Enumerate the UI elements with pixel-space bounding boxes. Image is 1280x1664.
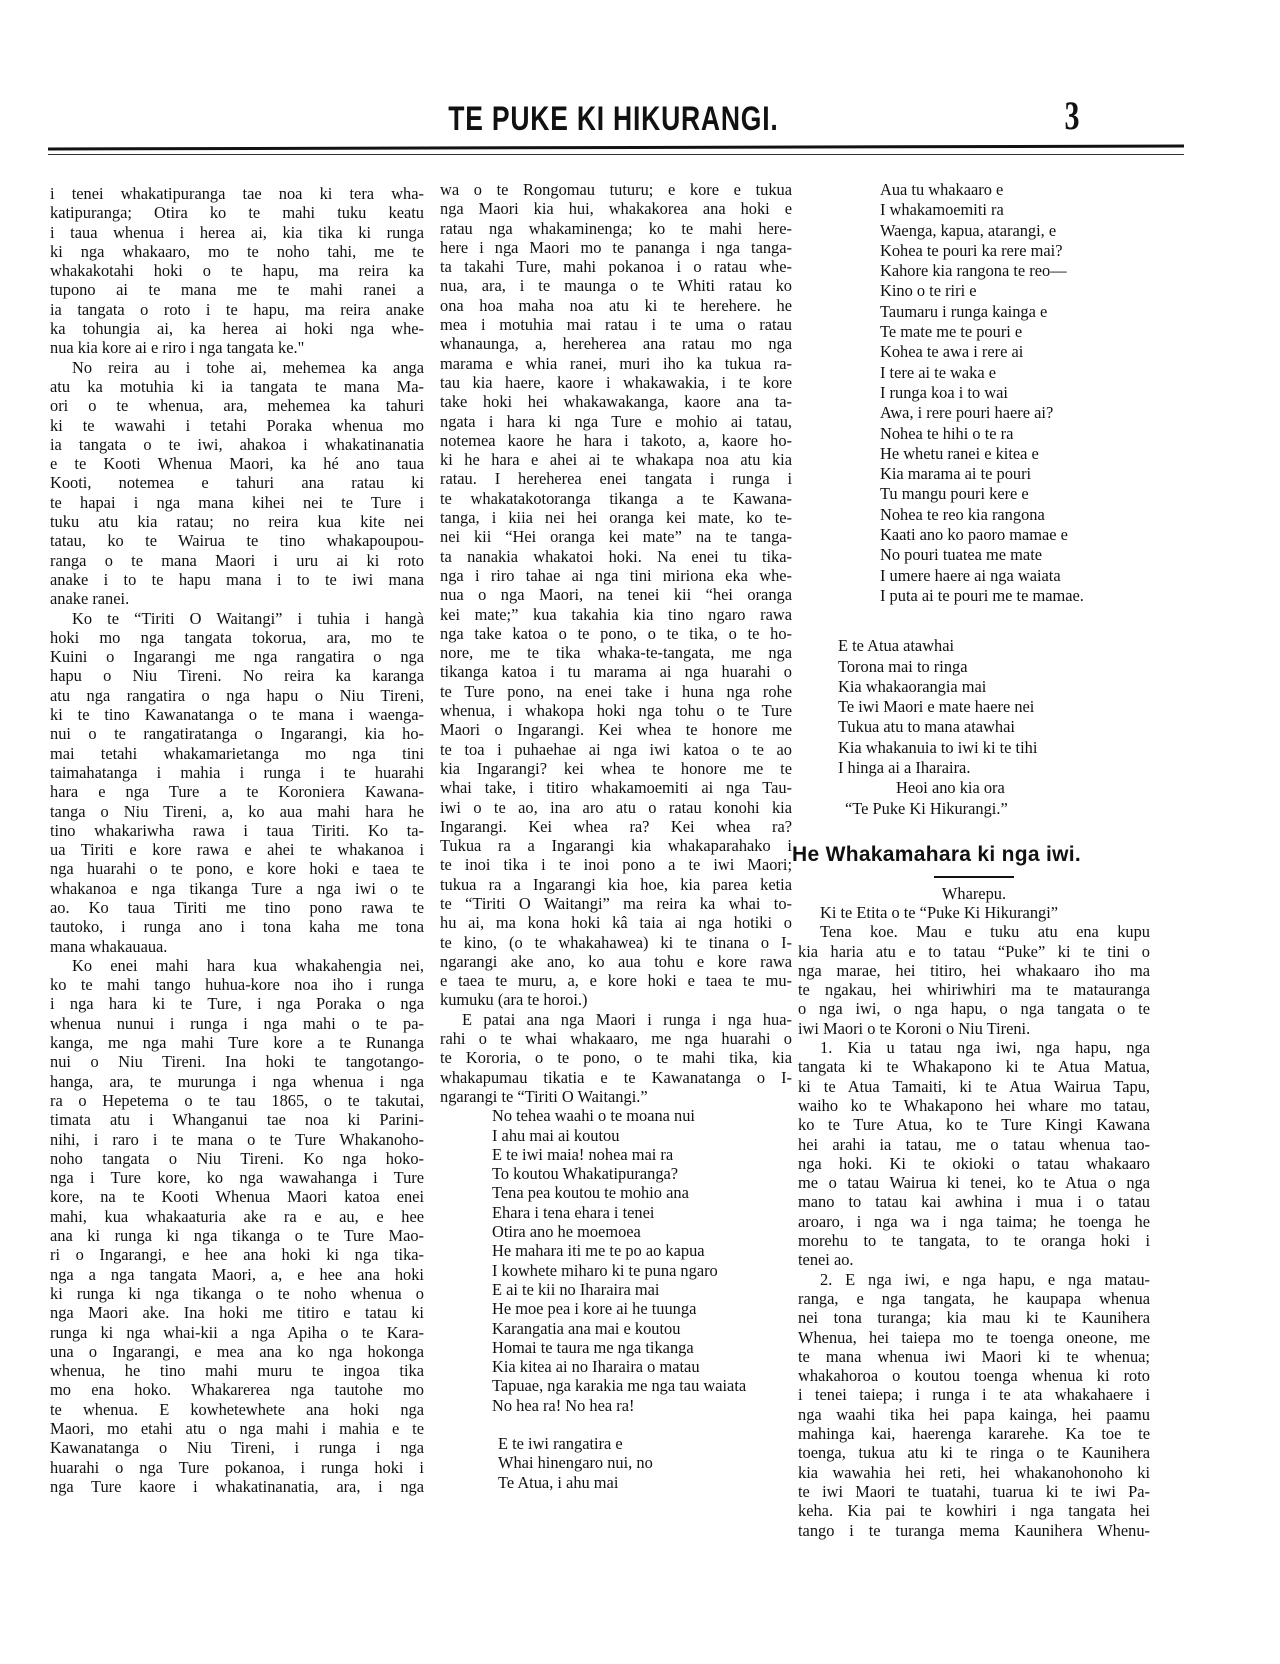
paragraph [798, 1270, 1150, 1540]
text-line: te whenua. E kowhetewhete ana hoki nga [50, 1399, 424, 1419]
verse-line: Tena pea koutou te mohio ana [492, 1183, 689, 1203]
text-line: ia tangata o roto i te hapu, ma reira anake [50, 299, 424, 319]
text-line: whakahoroa o koutou toenga whenua ki roto [798, 1366, 1150, 1386]
text-line: E patai ana nga Maori i runga i nga hua- [462, 1009, 792, 1029]
text-line: kore, na te Kooti Whenua Maori katoa enei [50, 1187, 424, 1207]
text-line: mana whakauaua. [50, 936, 168, 956]
text-line: te “Tiriti O Waitangi” ma reira ka whai to- [440, 893, 792, 913]
text-line: whanaunga, a, hereherea ana ratau mo nga [440, 334, 792, 354]
text-line: mano to tatau kai awhina i mua i o tatau [798, 1192, 1150, 1212]
verse-line: He mahara iti me te po ao kapua [492, 1241, 705, 1261]
verse-line: Tu mangu pouri kere e [880, 484, 1029, 504]
text-line: Whenua, hei taiepa mo te toenga oneone, me [798, 1327, 1150, 1347]
verse-line: Kohea te pouri ka rere mai? [880, 240, 1063, 260]
verse-line: I tere ai te waka e [880, 362, 997, 382]
verse-line: I puta ai te pouri me te mamae. [880, 585, 1084, 605]
verse-line: Otira ano he moemoea [492, 1222, 641, 1242]
verse-line: He moe pea i kore ai he tuunga [492, 1299, 697, 1319]
paragraph [440, 1010, 792, 1106]
text-line: tatau, ko te Wairua te tino whakapoupou- [50, 531, 424, 551]
text-line: o nga iwi, o nga hapu, o nga tangata o te [798, 999, 1150, 1019]
paragraph [440, 180, 792, 1010]
text-line: una o Ingarangi, e mea ana ko nga hokonga [50, 1341, 424, 1361]
text-line: tango i te turanga mema Kaunihera Whenu- [798, 1520, 1150, 1540]
text-line: mai tetahi whakamarietanga mo nga tini [50, 743, 424, 763]
text-line: te toa i puhaehae ai nga iwi katoa o te ao [440, 739, 792, 759]
text-line: ko te mahi tango huhua-kore noa iho i runga [50, 975, 424, 995]
verse-line: Kia kitea ai no Iharaira o matau [492, 1357, 700, 1377]
text-line: te hapai i nga mana kihei nei te Ture i [50, 492, 424, 512]
text-line: Kawanatanga o Niu Tireni, i runga i nga [50, 1438, 424, 1458]
verse-line: E te Atua atawhai [838, 636, 955, 656]
verse-line: Waenga, kapua, atarangi, e [880, 220, 1057, 240]
text-line: nga i riro tahae ai nga tini miriona eka whe- [440, 565, 792, 585]
text-line: 1. Kia u tatau nga iwi, nga hapu, nga [820, 1038, 1150, 1058]
text-line: tautoko, i runga ano i tona kaha me tona [50, 917, 424, 937]
text-line: nga Ture kaore i whakatinanatia, ara, i nga [50, 1476, 424, 1496]
text-line: whakapumau tikatia e te Kawanatanga o I- [440, 1067, 792, 1087]
text-line: Kuini o Ingarangi me nga rangatira o nga [50, 647, 424, 667]
text-line: whenua nunui i runga i nga mahi o te pa- [50, 1013, 424, 1033]
text-line: nihi, i raro i te mana o te Ture Whakanoho- [50, 1129, 424, 1149]
text-line: take hoki hei whakawakanga, kaore ana ta- [440, 392, 792, 412]
text-line: nga waahi tika hei papa kainga, hei paamu [798, 1404, 1150, 1424]
text-line: me o tatau Wairua ki tenei, ko te Atua o nga [798, 1173, 1150, 1193]
text-line: tangata ki te Whakapono ki te Atua Matua, [798, 1057, 1150, 1077]
text-line: rahi o te whai whakaaro, me nga huarahi o [440, 1029, 792, 1049]
verse-line: No pouri tuatea me mate [880, 545, 1043, 565]
text-line: ka tohungia ai, ka herea ai hoki nga whe- [50, 319, 424, 339]
salutation [798, 903, 1150, 922]
text-line: nui o Niu Tireni. Ina hoki te tangotango- [50, 1052, 424, 1072]
text-line: Ko enei mahi hara kua whakahengia nei, [72, 955, 424, 975]
verse-line: Kia whakanuia to iwi ki te tihi [838, 737, 1038, 757]
text-line: Ki te Etita o te “Puke Ki Hikurangi” [820, 903, 1059, 922]
text-line: whai take, i titiro whakamoemiti ai nga Tau- [440, 778, 792, 798]
text-line: kia Ingarangi? kei whea te honore me te [440, 758, 792, 778]
text-line: mahi, kua whakaaturia ake ra e au, e hee [50, 1206, 424, 1226]
text-line: te ngakau, hei whiriwhiri ma te matauranga [798, 980, 1150, 1000]
paragraph [50, 956, 424, 1496]
text-line: tanga o Niu Tireni, a, ko aua mahi hara he [50, 801, 424, 821]
text-line: ki nga whakaaro, mo te noho tahi, me te [50, 241, 424, 261]
text-line: tuku atu kia ratau; no reira kua kite nei [50, 512, 424, 532]
verse-line: E te iwi rangatira e [498, 1434, 623, 1453]
text-line: noho tangata o Niu Tireni. Ko nga hoko- [50, 1148, 424, 1168]
text-line: hu ai, ma kona hoki kâ taia ai nga hotiki o [440, 913, 792, 933]
masthead-rule-thick [48, 145, 1184, 151]
text-line: ratau nga whakaminenga; ko te mahi here- [440, 218, 792, 238]
text-line: nei kii “Hei oranga kei mate” na te tanga- [440, 527, 792, 547]
page-number: 3 [1064, 93, 1080, 138]
text-line: ngarangi te “Tiriti O Waitangi.” [440, 1086, 648, 1106]
text-line: whakanoa e nga tikanga Ture a nga iwi o te [50, 878, 424, 898]
text-line: ao. Ko taua Tiriti me tino pono rawa te [50, 897, 424, 917]
text-line: ratau. I hereherea enei tangata i runga i [440, 469, 792, 489]
verse-col2-b [440, 1434, 792, 1492]
text-line: ri o Ingarangi, e hee ana hoki ki nga tika- [50, 1245, 424, 1265]
text-line: ki he hara e ahei ai te whakapa noa atu kia [440, 450, 792, 470]
text-line: ua Tiriti e kore rawa e ahei te whakanoa i [50, 840, 424, 860]
verse-line: Kia whakaorangia mai [838, 676, 987, 696]
verse-line: No hea ra! No hea ra! [492, 1395, 635, 1415]
verse-line: Te Atua, i ahu mai [498, 1472, 619, 1492]
text-line: nga huarahi o te pono, e kore hoki e taea te [50, 859, 424, 879]
text-line: here i nga Maori mo te pananga i nga tanga- [440, 237, 792, 257]
text-line: waiho ko te Whakapono hei whare mo tatau, [798, 1095, 1150, 1115]
verse-line: Taumaru i runga kainga e [880, 301, 1048, 321]
text-line: hara e nga Ture a te Koroniera Kawana- [50, 782, 424, 802]
text-line: iwi Maori o te Koroni o Niu Tireni. [798, 1018, 1031, 1038]
text-line: ki runga ki nga tikanga o te noho whenua o [50, 1283, 424, 1303]
verse-line: I runga koa i to wai [880, 382, 1008, 402]
dateline: Wharepu. [941, 883, 1007, 903]
verse-line: I whakamoemiti ra [880, 200, 1004, 220]
text-line: wa o te Rongomau tuturu; e kore e tukua [440, 180, 792, 199]
text-line: nga hoki. Ki te okioki o tatau whakaaro [798, 1153, 1150, 1173]
text-line: katipuranga; Otira ko te mahi tuku keatu [50, 203, 424, 223]
text-line: nga take katoa o te pono, o te tika, o te ho- [440, 623, 792, 643]
verse-line: Torona mai to ringa [838, 656, 968, 676]
verse-line: I umere haere ai nga waiata [880, 565, 1061, 585]
text-line: aroaro, i nga wa i nga taima; he toenga he [798, 1211, 1150, 1231]
text-line: taimahatanga i mahia i runga i te huarahi [50, 762, 424, 782]
text-line: ko te Ture Atua, ko te Ture Kingi Kawana [798, 1115, 1150, 1135]
text-line: Maori, mo etahi atu o nga mahi i mahia e te [50, 1419, 424, 1438]
text-line: nga Maori ake. Ina hoki me titiro e tatau ki [50, 1303, 424, 1323]
paragraph [50, 609, 424, 956]
signature [798, 778, 1150, 819]
text-line: notemea kaore he hara i takoto, a, kaore ho- [440, 430, 792, 450]
verse-line: Nohea te hihi o te ra [880, 423, 1014, 443]
text-line: tikanga katoa i tu marama ai nga huarahi o [440, 662, 792, 682]
verse-line: I hinga ai a Iharaira. [838, 758, 971, 778]
verse-line: Kaati ano ko paoro mamae e [880, 525, 1068, 545]
text-line: ra o Hepetema o te tau 1865, o te takutai, [50, 1090, 424, 1110]
text-line: tukua ra a Ingarangi kia hoe, kia parea ketia [440, 874, 792, 894]
text-line: nga a nga tangata Maori, a, e hee ana hoki [50, 1264, 424, 1284]
text-line: ki te Atua Tamaiti, ki te Atua Wairua Tapu, [798, 1076, 1150, 1096]
text-line: te inoi tika i te inoi pono a te iwi Maori; [440, 855, 792, 875]
verse-line: Tapuae, nga karakia me nga tau waiata [492, 1376, 747, 1396]
verse-line: E ai te kii no Iharaira mai [492, 1279, 660, 1299]
text-line: mea i motuhia mai ratau i te uma o ratau [440, 315, 792, 335]
text-line: Maori o Ingarangi. Kei whea te honore me [440, 720, 792, 740]
text-line: Kooti, notemea e tahuri ana ratau ki [50, 473, 424, 493]
verse-line: Kia marama ai te pouri [880, 464, 1032, 484]
text-line: ranga o te mana Maori i uru ai ki roto [50, 550, 424, 570]
text-line: kanga, me nga mahi Ture kore a te Runanga [50, 1033, 424, 1053]
masthead-rule-thin [48, 154, 1184, 155]
text-line: nui o te rangatiratanga o Ingarangi, kia ho- [50, 724, 424, 744]
verse-line: Ehara i tena ehara i tenei [492, 1202, 655, 1222]
verse-line: Karangatia ana mai e koutou [492, 1318, 681, 1338]
text-line: Ko te “Tiriti O Waitangi” i tuhia i hangà [72, 608, 424, 628]
text-line: te iwi Maori te tuatahi, tuarua ki te iwi Pa- [798, 1481, 1150, 1501]
text-line: i nga hara ki te Ture, i nga Poraka o nga [50, 994, 424, 1014]
text-line: runga ki nga whai-kii a nga Apiha o te Kara- [50, 1322, 424, 1342]
verse-line: Te iwi Maori e mate haere nei [838, 697, 1035, 717]
text-line: anake i to te hapu mana i to te iwi mana [50, 569, 424, 589]
text-line: timata atu i Whanganui tae noa ki Parini- [50, 1110, 424, 1130]
text-line: ranga, e nga tangata, he kaupapa whenua [798, 1288, 1150, 1308]
text-line: hanga, ara, te murunga i nga whenua i nga [50, 1071, 424, 1091]
text-line: kumuku (ara te horoi.) [440, 990, 588, 1010]
text-line: tino whakariwha rawa i taua Tiriti. Ko ta- [50, 820, 424, 840]
text-line: toenga, tukua atu ki te ringa o te Kaunihera [798, 1443, 1150, 1463]
text-line: Ingarangi. Kei whea ra? Kei whea ra? [440, 816, 792, 836]
paragraph [798, 922, 1150, 1038]
text-line: ia tangata o te iwi, ahakoa i whakatinanatia [50, 434, 424, 454]
text-line: nga Maori kia hui, whakakorea ana hoki e [440, 199, 792, 219]
paragraph [50, 184, 424, 358]
text-line: tau kia haere, kaore i whakawakia, i te kore [440, 372, 792, 392]
text-line: i taua whenua i herea ai, kia tika ki runga [50, 222, 424, 242]
verse-line: Tukua atu to mana atawhai [838, 717, 1015, 737]
text-line: ki te tino Kawanatanga o te mana i waenga- [50, 705, 424, 725]
text-line: whenua, he tino mahi muru te ingoa tika [50, 1361, 424, 1381]
text-line: nua, ara, i te maunga o te Whiti ratau ko [440, 276, 792, 296]
text-line: te mana whenua iwi Maori ki te whenua; [798, 1346, 1150, 1366]
text-line: atu nga rangatira o nga hapu o Niu Tireni, [50, 685, 424, 705]
text-line: atu ka motuhia ki ia tangata te mana Ma- [50, 376, 424, 396]
text-line: i tenei whakatipuranga tae noa ki tera wha- [50, 184, 424, 203]
verse-line: Kohea te awa i rere ai [880, 342, 1024, 362]
text-line: nua kia kore ai e riro i nga tangata ke." [50, 338, 305, 358]
text-line: whakakotahi hoki o te hapu, ma reira ka [50, 261, 424, 281]
text-line: hoki mo nga tangata tokorua, ara, mo te [50, 627, 424, 647]
verse-line: Te mate me te pouri e [880, 322, 1023, 342]
verse-line: I kowhete miharo ki te puna ngaro [492, 1260, 718, 1280]
verse-line: No tehea waahi o te moana nui [492, 1106, 695, 1126]
text-line: kei mate;” kua takahia kia tino ngaro rawa [440, 604, 792, 624]
text-line: nore, me te tika whaka-te-tangata, me nga [440, 643, 792, 663]
verse-line: “Te Puke Ki Hikurangi.” [845, 798, 1008, 818]
text-line: ana ki runga ki nga tikanga o te Ture Mao- [50, 1226, 424, 1246]
verse-line: Heoi ano kia ora [896, 778, 1005, 798]
verse-col2-a [440, 1106, 792, 1415]
text-line: nga marae, hei titiro, hei whakaaro iho ma [798, 960, 1150, 980]
text-line: i tenei taiepa; i runga i te ata whakahaere i [798, 1385, 1150, 1405]
column-2 [440, 180, 792, 1492]
verse-line: Whai hinengaro nui, no [498, 1453, 653, 1473]
text-line: Tukua ra a Ingarangi kia whakaparahako i [440, 836, 792, 856]
text-line: ngata i hara ki nga Ture e mohio ai tatau, [440, 411, 792, 431]
text-line: keha. Kia pai te kowhiri i nga tangata hei [798, 1501, 1150, 1521]
text-line: hapu o Niu Tireni. No reira ka karanga [50, 666, 424, 686]
column-3 [792, 180, 1150, 1540]
text-line: marama e whia ranei, muri iho ka tukua ra- [440, 353, 792, 373]
text-line: huarahi o nga Ture pokanoa, i runga hoki i [50, 1457, 424, 1477]
text-line: anake ranei. [50, 589, 130, 609]
text-line: No reira au i tohe ai, mehemea ka anga [72, 357, 424, 377]
verse-line: Kahore kia rangona te reo— [880, 261, 1067, 281]
article-heading: He Whakamahara ki nga iwi. [792, 842, 1082, 866]
verse-line: I ahu mai ai koutou [492, 1125, 620, 1145]
verse-col3-a [798, 180, 1150, 606]
text-line: ta takahi Ture, mahi pokanoa i o ratau whe- [440, 257, 792, 277]
text-line: e te Kooti Whenua Maori, ka hé ano taua [50, 454, 424, 474]
text-line: kia haria atu e to tatau “Puke” ki te tini o [798, 941, 1150, 961]
text-line: ki te wawahi i tetahi Poraka whenua mo [50, 415, 424, 435]
text-line: kia wawahia hei reti, hei whakanohonoho ki [798, 1462, 1150, 1482]
text-line: mo ena hoko. Whakarerea nga tautohe mo [50, 1380, 424, 1400]
text-line: hei arahi ia tatau, me o tatau whenua tao- [798, 1134, 1150, 1154]
text-line: ona hoa maha noa atu ki te herehere. he [440, 295, 792, 315]
heading-divider [934, 876, 1014, 878]
text-line: tupono ai te mana me te mahi ranei a [50, 280, 424, 300]
text-line: tanga, i kiia nei hei oranga kei mate, ko te- [440, 508, 792, 528]
text-line: nei tona turanga; kia mau ki te Kaunihera [798, 1308, 1150, 1328]
verse-line: E te iwi maia! nohea mai ra [492, 1144, 674, 1164]
paragraph [50, 358, 424, 609]
text-line: ngarangi ake ano, ko aua tohu e kore rawa [440, 951, 792, 971]
verse-line: Awa, i rere pouri haere ai? [880, 403, 1054, 423]
text-line: whenua, i whakopa hoki nga tohu o te Ture [440, 701, 792, 721]
text-line: mahinga kai, haerenga kararehe. Ka toe te [798, 1424, 1150, 1444]
masthead-title: TE PUKE KI HIKURANGI. [448, 100, 779, 138]
column-1 [50, 184, 424, 1496]
verse-line: He whetu ranei e kitea e [880, 443, 1039, 463]
verse-line: Aua tu whakaaro e [880, 180, 1004, 199]
text-line: te whakatakotoranga tikanga a te Kawana- [440, 488, 792, 508]
verse-line: Kino o te riri e [880, 281, 977, 301]
text-line: ori o te whenua, ara, mehemea ka tahuri [50, 396, 424, 416]
text-line: iwi o te ao, ina aro atu o ratau konohi kia [440, 797, 792, 817]
text-line: Tena koe. Mau e tuku atu ena kupu [820, 922, 1150, 942]
text-line: nga i Ture kore, ko nga wawahanga i Ture [50, 1168, 424, 1188]
text-line: te Ture pono, na enei take i huna nga rohe [440, 681, 792, 701]
verse-line: To koutou Whakatipuranga? [492, 1164, 679, 1184]
text-line: e taea te muru, a, e kore hoki e taea te mu- [440, 971, 792, 991]
verse-line: Homai te taura me nga tikanga [492, 1337, 694, 1357]
text-line: ta nanakia whakatoi hoki. Na enei tu tika- [440, 546, 792, 566]
text-line: morehu to te tangata, to te oranga hoki i [798, 1231, 1150, 1251]
text-line: nua o nga Maori, na tenei kii “hei oranga [440, 585, 792, 605]
verse-line: Nohea te reo kia rangona [880, 504, 1045, 524]
text-line: te kino, (o te whakahawea) ki te tinana o I- [440, 932, 792, 952]
text-line: te Kororia, o te pono, o te mahi tika, kia [440, 1048, 792, 1068]
text-line: tenei ao. [798, 1250, 854, 1270]
paragraph [798, 1038, 1150, 1270]
text-line: 2. E nga iwi, e nga hapu, e nga matau- [820, 1269, 1150, 1289]
verse-col3-b [798, 636, 1150, 778]
